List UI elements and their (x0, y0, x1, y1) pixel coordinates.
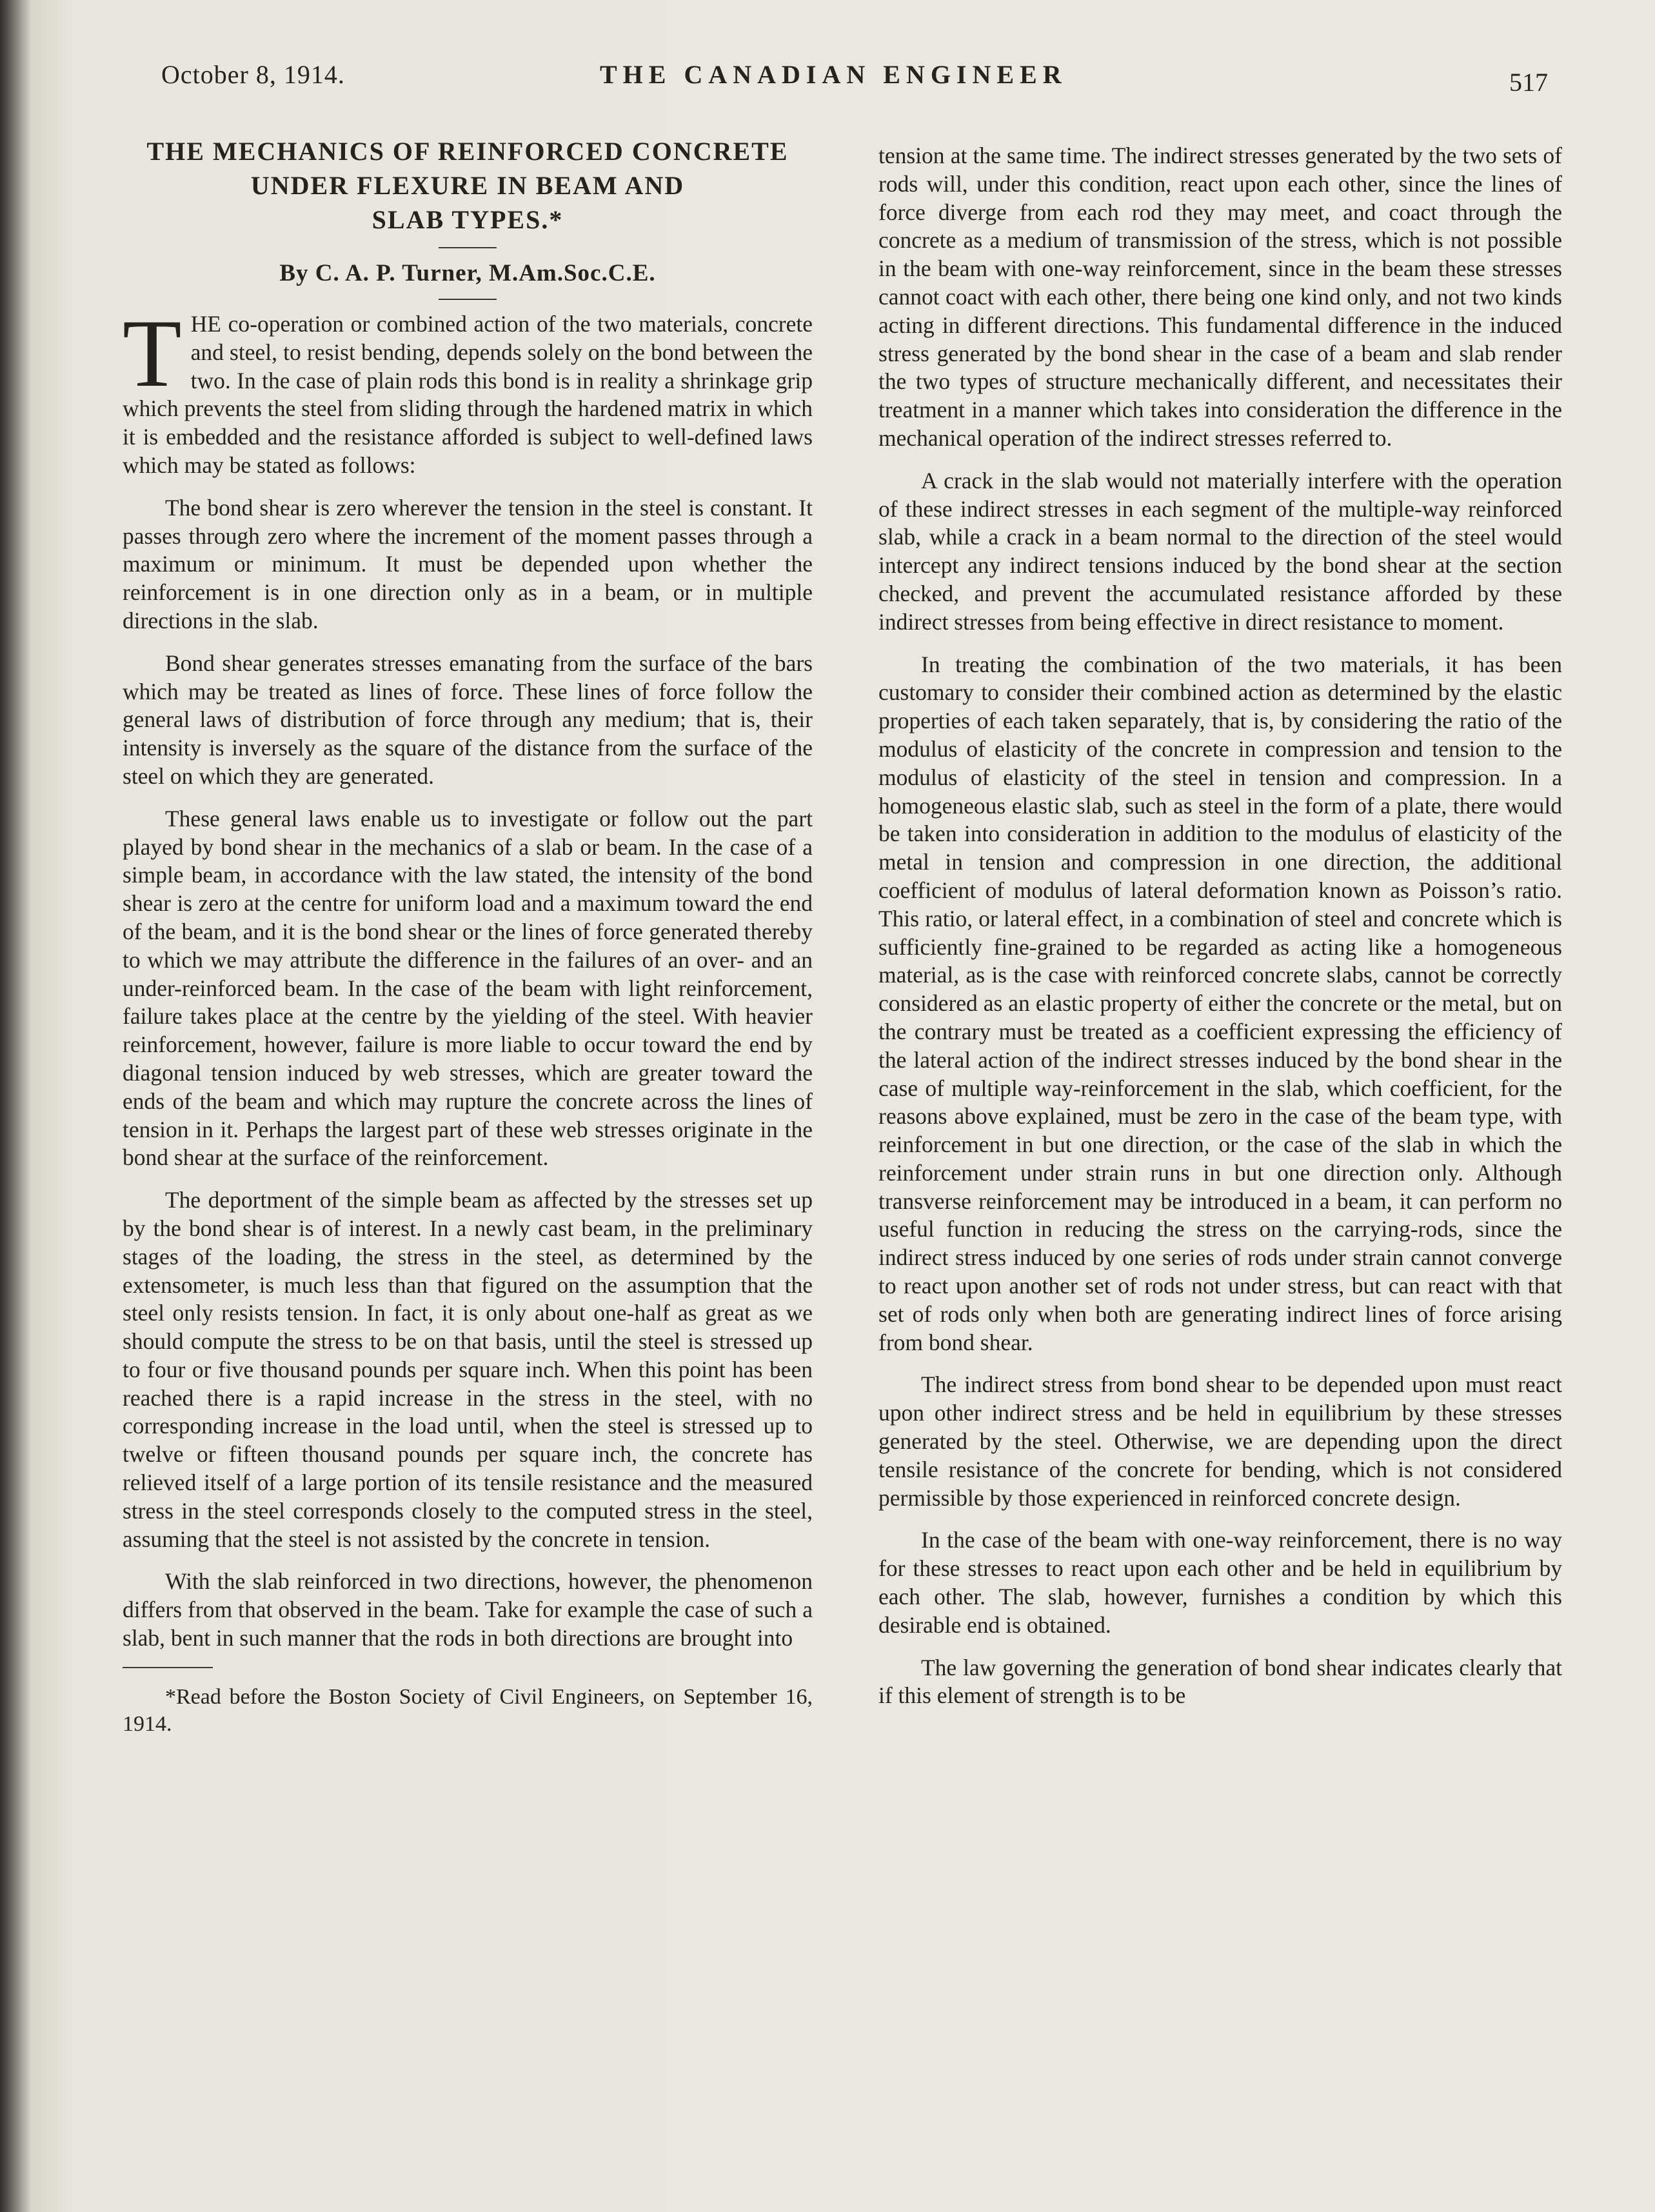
running-header (161, 59, 1548, 98)
article-title-line: SLAB TYPES.* (372, 205, 564, 234)
first-paragraph (123, 300, 813, 480)
footnote-rule (123, 1667, 213, 1668)
body-paragraph: The deportment of the simple beam as affected by the stresses set up by the bond shear is of interest. In a newly cast beam, in the preliminary stages of the loading, the stress in the steel, as determined by the extensometer, is much less than that figured on the assumption that the steel only resists tension. In fact, it is only about one-half as great as we should compute the stress to be on that basis, until the steel is stressed up to four or five thousand pounds per square inch. When this point has been reached there is a rapid increase in the stress in the steel, with no corresponding increase in the load until, when the steel is stressed up to twelve or fifteen thousand pounds per square inch, the concrete has relieved itself of a large portion of its tensile resistance and the measured stress in the steel corresponds closely to the computed stress in the steel, assuming that the steel is not assisted by the concrete in tension. (123, 1187, 813, 1552)
page-number: 517 (1509, 68, 1548, 97)
author-byline: By C. A. P. Turner, M.Am.Soc.C.E. (279, 260, 656, 286)
journal-title: THE CANADIAN ENGINEER (600, 60, 1067, 89)
left-column (123, 134, 813, 1752)
right-column (878, 142, 1562, 1724)
footnote: *Read before the Boston Society of Civil Engineers, on September 16, 1914. (123, 1684, 813, 1736)
byline-rule (439, 299, 497, 300)
article-title-line: THE MECHANICS OF REINFORCED CONCRETE (146, 137, 789, 166)
continued-paragraph: tension at the same time. The indirect stresses generated by the two sets of rods will, under this condition, react upon each other, since the lines of force diverge from each rod they may meet, and coact through the concrete as a medium of transmission of the stress, which is not possible in the beam with one-way reinforcement, since in the beam these stresses cannot coact with each other, there being one kind only, and not two kinds acting in different directions. This fundamental difference in the induced stress generated by the bond shear in the case of a beam and slab render the two types of structure mechanically different, and necessitates their treatment in a manner which takes into consideration the difference in the mechanical operation of the indirect stresses referred to. (878, 143, 1562, 451)
body-paragraph: In the case of the beam with one-way reinforcement, there is no way for these stresses to react upon each other and be held in equilibrium by each other. The slab, however, furnishes a condition by which this desirable end is obtained. (878, 1527, 1562, 1638)
title-rule (439, 247, 497, 248)
body-paragraph: A crack in the slab would not materially interfere with the operation of these indirect stresses in each segment of the multiple-way reinforced slab, while a crack in a beam normal to the direction of the steel would intercept any indirect tensions induced by the bond shear at the section checked, and prevent the accumulated resistance afforded by these indirect stresses from being effective in direct resistance to moment. (878, 467, 1562, 635)
body-paragraph: Bond shear generates stresses emanating from the surface of the bars which may be treated as lines of force. These lines of force follow the general laws of distribution of force through any medium; that is, their intensity is inversely as the square of the distance from the surface of the steel on which they are generated. (123, 650, 813, 789)
body-paragraph: The law governing the generation of bond shear indicates clearly that if this element of strength is to be (878, 1654, 1562, 1709)
drop-cap: T (123, 300, 182, 407)
body-paragraph: These general laws enable us to investigate or follow out the part played by bond shear in the mechanics of a slab or beam. In the case of a simple beam, in accordance with the law stated, the intensity of the bond shear is zero at the centre for uniform load and a maximum toward the end of the beam, and it is the bond shear or the lines of force generated thereby to which we may attribute the difference in the failures of an over- and an under-reinforced beam. In the case of the beam with light reinforcement, failure takes place at the centre by the yielding of the steel. With heavier reinforcement, however, failure is more liable to occur toward the end by diagonal tension induced by web stresses, which are greater toward the ends of the beam and which may rupture the concrete across the lines of tension in it. Perhaps the largest part of these web stresses originate in the bond shear at the surface of the reinforcement. (123, 805, 813, 1171)
first-paragraph-text: HE co-operation or combined action of the two materials, concrete and steel, to resist bending, depends solely on the bond between the two. In the case of plain rods this bond is in reality a shrinkage grip which prevents the steel from sliding through the hardened matrix in which it is embedded and the resistance afforded is subject to well-defined laws which may be stated as follows: (123, 311, 813, 478)
body-paragraph: The bond shear is zero wherever the tension in the steel is constant. It passes through zero where the increment of the moment passes through a maximum or minimum. It must be depended upon whether the reinforcement is in one direction only as in a beam, or in multiple directions in the slab. (123, 494, 813, 633)
body-paragraph: With the slab reinforced in two directions, however, the phenomenon differs from that observed in the beam. Take for example the case of such a slab, bent in such manner that the rods in both directions are brought into (123, 1568, 813, 1651)
body-paragraph: In treating the combination of the two materials, it has been customary to consider their combined action as determined by the elastic properties of each taken separately, that is, by considering the ratio of the modulus of elasticity of the concrete in compression and tension to the modulus of elasticity of the steel in tension and compression. In a homogeneous elastic slab, such as steel in the form of a plate, there would be taken into consideration in addition to the modulus of elasticity of the metal in tension and compression in one direction, the additional coefficient of modulus of lateral deformation known as Poisson’s ratio. This ratio, or lateral effect, in a combination of steel and concrete which is sufficiently fine-grained to be regarded as acting like a homogeneous material, as is the case with reinforced concrete slabs, cannot be correctly considered as an elastic property of either the concrete or the metal, but on the contrary must be treated as a coefficient expressing the efficiency of the lateral action of the indirect stresses induced by the bond shear in the case of multiple way-reinforcement in the slab, which coefficient, for the reasons above explained, must be zero in the case of the beam type, with reinforcement in but one direction, or the case of the slab in which the reinforcement under strain runs in but one direction only. Although transverse reinforcement may be introduced in a beam, it can perform no useful function in reducing the stress on the carrying-rods, since the indirect stress induced by one series of rods under strain cannot converge to react upon another set of rods not under stress, but can react with that set of rods only when both are generating indirect lines of force arising from bond shear. (878, 651, 1562, 1355)
issue-date: October 8, 1914. (161, 60, 345, 89)
article-title (123, 134, 813, 237)
body-paragraph: The indirect stress from bond shear to be depended upon must react upon other indirect stress and be held in equilibrium by these stresses generated by the steel. Otherwise, we are depending upon the direct tensile resistance of the concrete for bending, which is not considered permissible by those experienced in reinforced concrete design. (878, 1371, 1562, 1511)
article-title-line: UNDER FLEXURE IN BEAM AND (250, 171, 685, 200)
